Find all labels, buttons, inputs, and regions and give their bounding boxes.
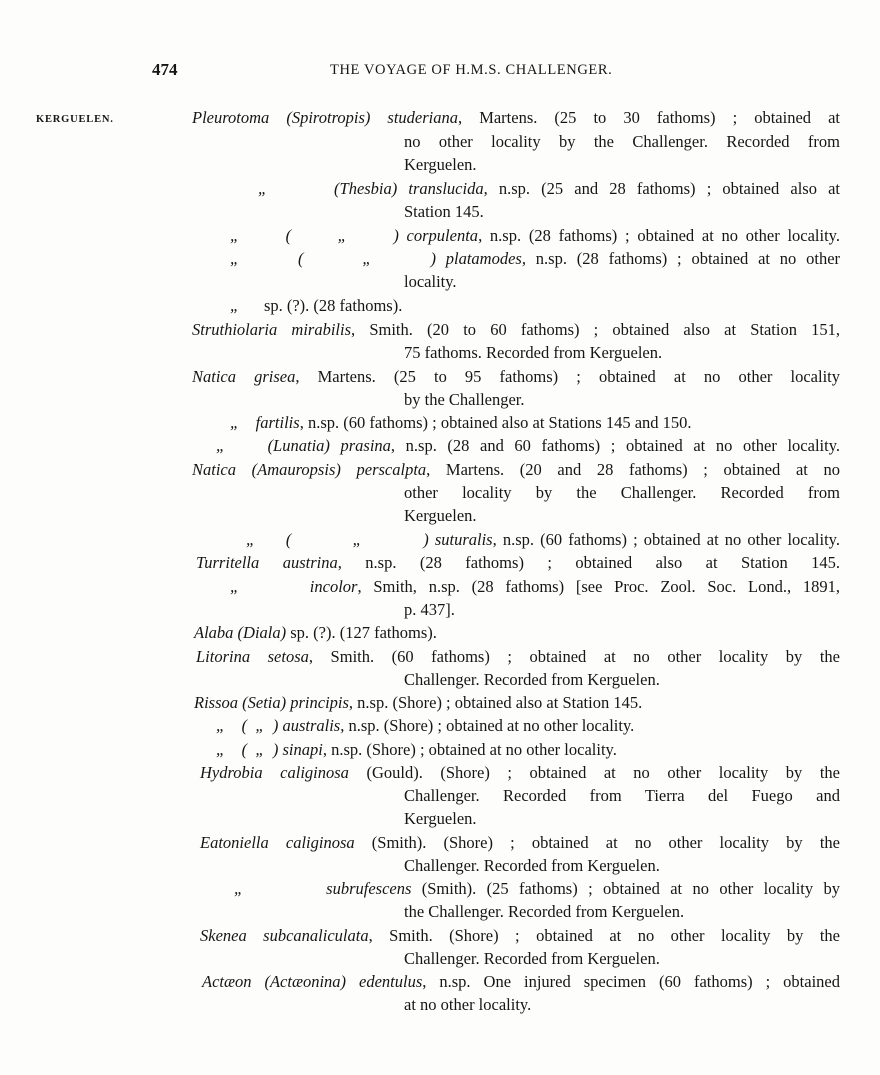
entry-text: , n.sp. (Shore) ; obtained at no other locality. — [340, 716, 635, 735]
entry-text: , Smith. (20 to 60 fathoms) ; obtained also at Station 151, — [351, 320, 840, 339]
side-note: KERGUELEN. — [36, 114, 114, 125]
entry-line — [246, 530, 840, 550]
entry-text: , n.sp. (Shore) ; obtained also at Station 145. — [348, 693, 643, 712]
entry-line — [404, 132, 840, 152]
species-name: Natica grisea — [192, 367, 296, 386]
species-name: „ (Lunatia) prasina — [216, 436, 391, 455]
entry-text: , Martens. (25 to 95 fathoms) ; obtained at no other locality — [295, 367, 840, 386]
entry-text: (Smith). (Shore) ; obtained at no other locality by the — [354, 833, 840, 852]
entry-text: , Smith. (60 fathoms) ; obtained at no other locality by the — [308, 647, 840, 666]
entry-line — [404, 506, 477, 526]
entry-line — [200, 833, 840, 853]
species-name: „ — [230, 296, 264, 315]
entry-line — [230, 249, 840, 269]
entry-text: , n.sp. (60 fathoms) ; obtained also at Stations 145 and 150. — [299, 413, 692, 432]
entry-text: , Smith, n.sp. (28 fathoms) [see Proc. Zool. Soc. Lond., 1891, — [357, 577, 841, 596]
entry-text: , n.sp. (28 fathoms) ; obtained at no other — [521, 249, 841, 268]
entry-line — [200, 763, 840, 783]
entry-text: 75 fathoms. Recorded from Kerguelen. — [404, 343, 663, 362]
species-name: Turritella austrina — [196, 553, 338, 572]
entry-line — [194, 623, 437, 643]
entry-text: , Smith. (Shore) ; obtained at no other locality by the — [368, 926, 840, 945]
entry-text: at no other locality. — [404, 995, 532, 1014]
entry-text: , n.sp. (60 fathoms) ; obtained at no other locality. — [492, 530, 840, 549]
entry-line — [192, 320, 840, 340]
entry-text: (Gould). (Shore) ; obtained at no other locality by the — [348, 763, 840, 782]
entry-text: , n.sp. (28 fathoms) ; obtained at no other locality. — [478, 226, 840, 245]
species-name: Rissoa (Setia) principis — [194, 693, 349, 712]
page-number: 474 — [152, 60, 178, 79]
entry-line — [234, 879, 840, 899]
entry-line — [230, 413, 692, 433]
entry-text: , Martens. (20 and 28 fathoms) ; obtained at no — [426, 460, 840, 479]
entry-text: , n.sp. (Shore) ; obtained at no other locality. — [322, 740, 617, 759]
species-name: Hydrobia caliginosa — [200, 763, 349, 782]
entry-text: sp. (?). (28 fathoms). — [263, 296, 403, 315]
species-name: „ ( „ ) sinapi — [216, 740, 323, 759]
entry-text: Challenger. Recorded from Kerguelen. — [404, 856, 660, 875]
entry-line — [404, 343, 662, 363]
entry-line — [230, 577, 840, 597]
entry-line — [404, 202, 484, 222]
species-name: Skenea subcanaliculata — [200, 926, 369, 945]
running-title: THE VOYAGE OF H.M.S. CHALLENGER. — [330, 62, 613, 78]
entry-text: , n.sp. (28 fathoms) ; obtained also at Station 145. — [337, 553, 841, 572]
entry-line — [404, 390, 525, 410]
species-name: „ (Thesbia) translucida — [258, 179, 484, 198]
entry-line — [196, 553, 840, 573]
entry-line — [404, 949, 660, 969]
entry-line — [200, 926, 840, 946]
species-name: „ fartilis — [230, 413, 300, 432]
entry-text: sp. (?). (127 fathoms). — [286, 623, 437, 642]
entry-line — [404, 600, 455, 620]
entry-line — [404, 155, 477, 175]
entry-line — [216, 436, 840, 456]
entry-text: no other locality by the Challenger. Recorded from — [404, 132, 840, 151]
entry-text: , n.sp. (25 and 28 fathoms) ; obtained also at — [483, 179, 840, 198]
entry-text: Kerguelen. — [404, 506, 477, 525]
entry-text: Station 145. — [404, 202, 484, 221]
entry-text: Challenger. Recorded from Kerguelen. — [404, 949, 660, 968]
entry-line — [404, 483, 840, 503]
entry-line — [216, 740, 617, 760]
entry-line — [192, 108, 840, 128]
entry-line — [230, 296, 402, 316]
entry-line — [192, 367, 840, 387]
entry-text: other locality by the Challenger. Recorded from — [404, 483, 840, 502]
entry-text: (Smith). (25 fathoms) ; obtained at no other locality by — [411, 879, 840, 898]
entry-line — [404, 272, 457, 292]
entry-text: Challenger. Recorded from Tierra del Fuego and — [404, 786, 840, 805]
entry-line — [404, 995, 531, 1015]
entry-text: Kerguelen. — [404, 155, 477, 174]
entry-text: , n.sp. One injured specimen (60 fathoms) ; obtained — [422, 972, 840, 991]
species-name: Natica (Amauropsis) perscalpta — [192, 460, 427, 479]
species-name: Actæon (Actæonina) edentulus — [202, 972, 423, 991]
entry-line — [404, 670, 660, 690]
entry-line — [194, 693, 642, 713]
entry-text: Kerguelen. — [404, 809, 477, 828]
species-name: „ ( „ ) suturalis — [246, 530, 493, 549]
entry-line — [196, 647, 840, 667]
species-name: Litorina setosa — [196, 647, 309, 666]
species-name: Alaba (Diala) — [194, 623, 287, 642]
species-name: „ ( „ ) corpulenta — [230, 226, 479, 245]
species-name: „ ( „ ) australis — [216, 716, 341, 735]
species-name: Struthiolaria mirabilis — [192, 320, 352, 339]
entry-text: p. 437]. — [404, 600, 455, 619]
species-name: „ incolor — [230, 577, 358, 596]
entry-text: Challenger. Recorded from Kerguelen. — [404, 670, 660, 689]
species-name: „ ( „ ) platamodes — [230, 249, 522, 268]
entry-line — [216, 716, 634, 736]
entry-line — [404, 809, 477, 829]
species-name: Pleurotoma (Spirotropis) studeriana — [192, 108, 459, 127]
entry-line — [258, 179, 840, 199]
entry-text: , n.sp. (28 and 60 fathoms) ; obtained at no other locality. — [390, 436, 840, 455]
entry-line — [202, 972, 840, 992]
species-name: „ subrufescens — [234, 879, 412, 898]
entry-line — [404, 856, 660, 876]
entry-line — [192, 460, 840, 480]
entry-text: the Challenger. Recorded from Kerguelen. — [404, 902, 685, 921]
entry-text: by the Challenger. — [404, 390, 525, 409]
entry-text: locality. — [404, 272, 457, 291]
entry-line — [230, 226, 840, 246]
species-name: Eatoniella caliginosa — [200, 833, 355, 852]
entry-line — [404, 786, 840, 806]
entry-line — [404, 902, 684, 922]
entry-text: , Martens. (25 to 30 fathoms) ; obtained at — [458, 108, 840, 127]
